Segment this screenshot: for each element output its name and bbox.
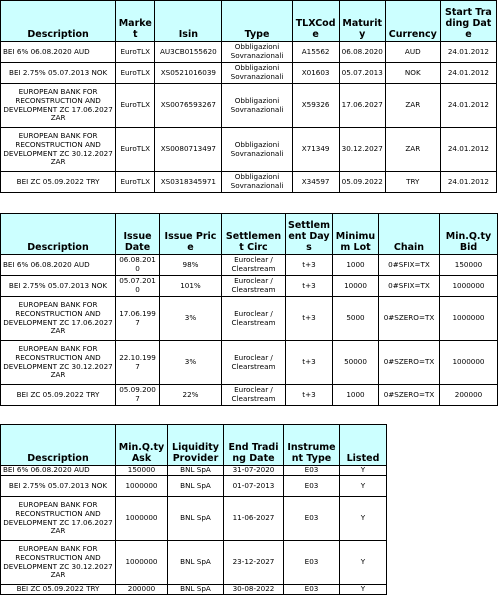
col-header: TLXCode — [292, 1, 339, 42]
cell: Y — [340, 541, 387, 585]
cell: 17.06.1997 — [116, 297, 160, 341]
cell: t+3 — [286, 276, 333, 297]
cell-description: BEI ZC 05.09.2022 TRY — [1, 385, 116, 406]
table-row — [1, 497, 387, 541]
cell: Obbligazioni Sovranazionali — [222, 42, 292, 63]
cell: E03 — [284, 585, 340, 595]
col-header: Settlement Days — [286, 214, 333, 255]
cell: 22% — [160, 385, 222, 406]
table-row — [1, 385, 498, 406]
col-header: Maturity — [339, 1, 385, 42]
bond-issue-table — [0, 213, 498, 406]
cell: t+3 — [286, 255, 333, 276]
col-header: Currency — [385, 1, 440, 42]
cell: 05.07.2013 — [339, 63, 385, 84]
cell: BNL SpA — [168, 466, 224, 476]
cell: X34597 — [292, 172, 339, 193]
cell: EuroTLX — [116, 128, 155, 172]
table-row — [1, 541, 387, 585]
cell: 1000000 — [116, 497, 168, 541]
cell: EuroTLX — [116, 42, 155, 63]
cell: 5000 — [333, 297, 379, 341]
col-header: Liquidity Provider — [168, 425, 224, 466]
cell: 1000 — [333, 385, 379, 406]
cell-description: BEI 6% 06.08.2020 AUD — [1, 255, 116, 276]
cell: E03 — [284, 476, 340, 497]
cell-description: BEI 2.75% 05.07.2013 NOK — [1, 63, 116, 84]
cell: 22.10.1997 — [116, 341, 160, 385]
col-header: Isin — [155, 1, 222, 42]
cell: 01-07-2013 — [224, 476, 284, 497]
table-row — [1, 128, 497, 172]
col-header: Issue Price — [160, 214, 222, 255]
cell: 101% — [160, 276, 222, 297]
cell: 1000000 — [440, 297, 498, 341]
cell: E03 — [284, 541, 340, 585]
table-row — [1, 466, 387, 476]
table-header-row — [1, 425, 387, 466]
cell: 31-07-2020 — [224, 466, 284, 476]
cell: ZAR — [385, 128, 440, 172]
cell: TRY — [385, 172, 440, 193]
cell: 06.08.2010 — [116, 255, 160, 276]
table-header-row — [1, 1, 497, 42]
col-header: Chain — [379, 214, 440, 255]
cell-description: BEI 2.75% 05.07.2013 NOK — [1, 476, 116, 497]
cell: Euroclear / Clearstream — [222, 297, 286, 341]
cell: BNL SpA — [168, 541, 224, 585]
cell: Obbligazioni Sovranazionali — [222, 128, 292, 172]
cell: 05.09.2007 — [116, 385, 160, 406]
cell: t+3 — [286, 297, 333, 341]
col-header: Market — [116, 1, 155, 42]
col-header: Min.Q.ty Ask — [116, 425, 168, 466]
cell: A15562 — [292, 42, 339, 63]
col-header: Description — [1, 214, 116, 255]
col-header: End Trading Date — [224, 425, 284, 466]
cell: 05.07.2010 — [116, 276, 160, 297]
col-header: Description — [1, 1, 116, 42]
cell: 0#SZERO=TX — [379, 385, 440, 406]
cell: 24.01.2012 — [440, 63, 496, 84]
col-header: Type — [222, 1, 292, 42]
cell: 30-08-2022 — [224, 585, 284, 595]
cell-description: EUROPEAN BANK FOR RECONSTRUCTION AND DEVELOPMENT ZC 17.06.2027 ZAR — [1, 297, 116, 341]
table-row — [1, 341, 498, 385]
cell: 23-12-2027 — [224, 541, 284, 585]
cell: AU3CB0155620 — [155, 42, 222, 63]
cell-description: EUROPEAN BANK FOR RECONSTRUCTION AND DEVELOPMENT ZC 30.12.2027 ZAR — [1, 541, 116, 585]
cell-description: BEI ZC 05.09.2022 TRY — [1, 585, 116, 595]
cell-description: EUROPEAN BANK FOR RECONSTRUCTION AND DEVELOPMENT ZC 17.06.2027 ZAR — [1, 84, 116, 128]
cell: EuroTLX — [116, 63, 155, 84]
cell: Euroclear / Clearstream — [222, 276, 286, 297]
table-row — [1, 476, 387, 497]
cell: 0#SZERO=TX — [379, 341, 440, 385]
cell: Y — [340, 585, 387, 595]
col-header: Description — [1, 425, 116, 466]
col-header: Minimum Lot — [333, 214, 379, 255]
cell: 98% — [160, 255, 222, 276]
cell: Obbligazioni Sovranazionali — [222, 172, 292, 193]
cell: 24.01.2012 — [440, 128, 496, 172]
cell: 1000000 — [116, 541, 168, 585]
cell: 0#SZERO=TX — [379, 297, 440, 341]
cell: BNL SpA — [168, 585, 224, 595]
col-header: Start Trading Date — [440, 1, 496, 42]
table-row — [1, 585, 387, 595]
cell: E03 — [284, 497, 340, 541]
cell: Y — [340, 476, 387, 497]
cell: 24.01.2012 — [440, 172, 496, 193]
cell: 1000 — [333, 255, 379, 276]
cell: X71349 — [292, 128, 339, 172]
cell: ZAR — [385, 84, 440, 128]
col-header: Instrument Type — [284, 425, 340, 466]
table-row — [1, 172, 497, 193]
cell: X01603 — [292, 63, 339, 84]
cell: Y — [340, 497, 387, 541]
cell: Obbligazioni Sovranazionali — [222, 84, 292, 128]
cell: 11-06-2027 — [224, 497, 284, 541]
cell: EuroTLX — [116, 172, 155, 193]
table-row — [1, 276, 498, 297]
cell: XS0318345971 — [155, 172, 222, 193]
cell: 1000000 — [116, 476, 168, 497]
cell: 30.12.2027 — [339, 128, 385, 172]
cell: 0#SFIX=TX — [379, 276, 440, 297]
cell: BNL SpA — [168, 476, 224, 497]
cell-description: BEI ZC 05.09.2022 TRY — [1, 172, 116, 193]
cell-description: BEI 6% 06.08.2020 AUD — [1, 466, 116, 476]
col-header: Min.Q.ty Bid — [440, 214, 498, 255]
cell: X59326 — [292, 84, 339, 128]
cell: E03 — [284, 466, 340, 476]
cell-description: BEI 2.75% 05.07.2013 NOK — [1, 276, 116, 297]
cell: Y — [340, 466, 387, 476]
cell-description: EUROPEAN BANK FOR RECONSTRUCTION AND DEVELOPMENT ZC 17.06.2027 ZAR — [1, 497, 116, 541]
cell: 3% — [160, 297, 222, 341]
cell: t+3 — [286, 341, 333, 385]
cell: Euroclear / Clearstream — [222, 341, 286, 385]
cell: 200000 — [440, 385, 498, 406]
cell: XS0521016039 — [155, 63, 222, 84]
cell-description: EUROPEAN BANK FOR RECONSTRUCTION AND DEVELOPMENT ZC 30.12.2027 ZAR — [1, 128, 116, 172]
cell: XS0076593267 — [155, 84, 222, 128]
cell: 06.08.2020 — [339, 42, 385, 63]
cell: 150000 — [116, 466, 168, 476]
cell: 24.01.2012 — [440, 42, 496, 63]
cell: Euroclear / Clearstream — [222, 255, 286, 276]
cell: AUD — [385, 42, 440, 63]
cell: 200000 — [116, 585, 168, 595]
bond-info-table — [0, 0, 497, 193]
col-header: Listed — [340, 425, 387, 466]
table-row — [1, 63, 497, 84]
table-row — [1, 255, 498, 276]
bond-trading-table — [0, 424, 387, 595]
cell: 150000 — [440, 255, 498, 276]
cell: Euroclear / Clearstream — [222, 385, 286, 406]
cell: 24.01.2012 — [440, 84, 496, 128]
col-header: Issue Date — [116, 214, 160, 255]
cell: 50000 — [333, 341, 379, 385]
cell: 3% — [160, 341, 222, 385]
cell: 1000000 — [440, 341, 498, 385]
cell-description: BEI 6% 06.08.2020 AUD — [1, 42, 116, 63]
table-row — [1, 42, 497, 63]
cell: BNL SpA — [168, 497, 224, 541]
cell: t+3 — [286, 385, 333, 406]
cell: NOK — [385, 63, 440, 84]
cell: XS0080713497 — [155, 128, 222, 172]
table-row — [1, 84, 497, 128]
cell: 10000 — [333, 276, 379, 297]
col-header: Settlement Circ — [222, 214, 286, 255]
cell: 1000000 — [440, 276, 498, 297]
cell: 0#SFIX=TX — [379, 255, 440, 276]
table-row — [1, 297, 498, 341]
cell: Obbligazioni Sovranazionali — [222, 63, 292, 84]
cell: 17.06.2027 — [339, 84, 385, 128]
cell: EuroTLX — [116, 84, 155, 128]
cell-description: EUROPEAN BANK FOR RECONSTRUCTION AND DEVELOPMENT ZC 30.12.2027 ZAR — [1, 341, 116, 385]
table-header-row — [1, 214, 498, 255]
cell: 05.09.2022 — [339, 172, 385, 193]
